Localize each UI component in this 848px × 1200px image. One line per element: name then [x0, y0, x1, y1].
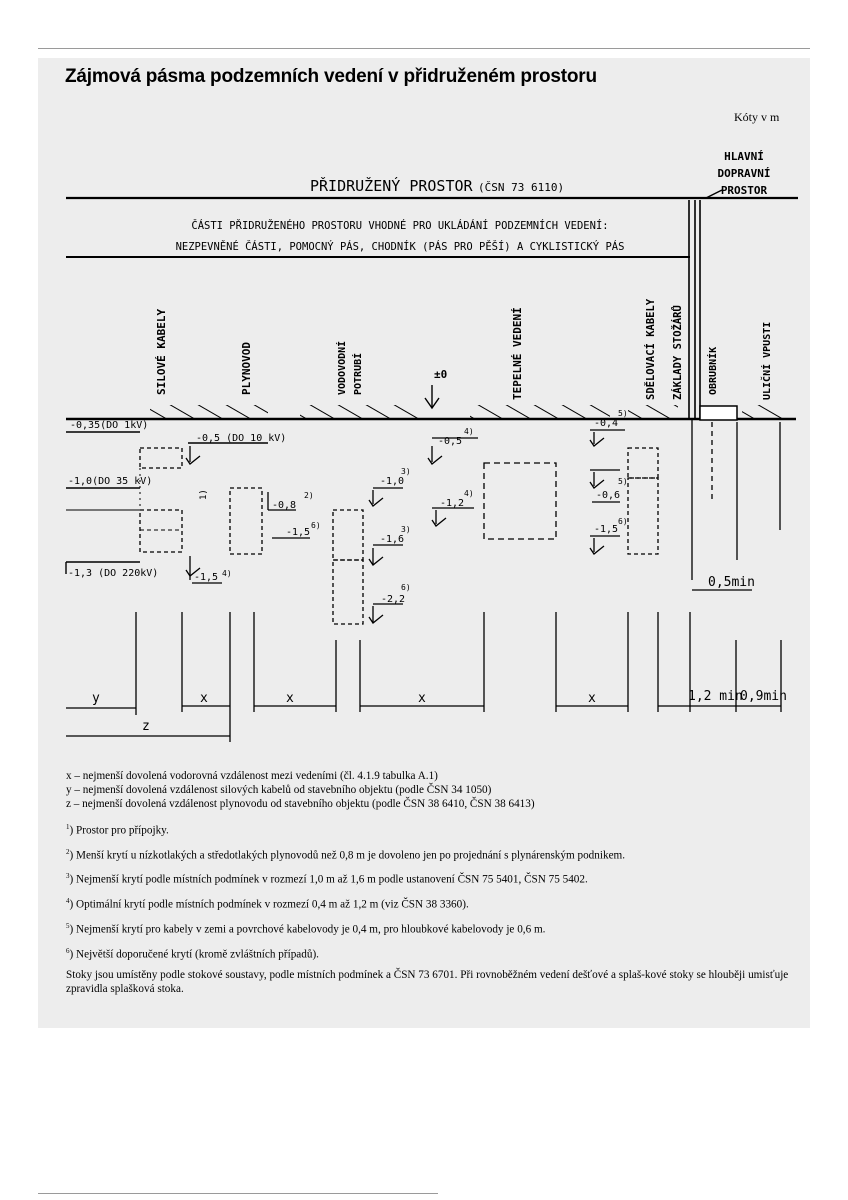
suitable-parts-line-1: ČÁSTI PŘIDRUŽENÉHO PROSTORU VHODNÉ PRO UKLÁDÁNÍ PODZEMNÍCH VEDENÍ: — [191, 220, 609, 232]
dim-zero-nine-min: 0,9min — [740, 689, 787, 704]
gas-sup-4: 4) — [222, 569, 232, 578]
footnote-2: $^2$) Menší krytí u nízkotlakých a středotlakých plynovodů než 0,8 m je dovoleno jen po projednání s plynárenským podnikem. — [66, 847, 626, 862]
legend-notes — [66, 769, 801, 1003]
water-sup-3a: 3) — [401, 467, 411, 476]
water-depth-3: -2,2 — [381, 594, 406, 605]
assoc-space-norm: (ČSN 73 6110) — [478, 181, 565, 194]
label-water-2: POTRUBÍ — [353, 352, 364, 395]
main-road-label-3: PROSTOR — [720, 184, 768, 197]
closing-note: Stoky jsou umístěny podle stokové soustavy, podle místních podmínek a ČSN 73 6701. Při rovnoběžném vedení dešťové a splaš-kové stoky se hlouběji umisťuje zpravidla splašková stoka. — [66, 969, 789, 996]
gas-zone — [230, 488, 262, 554]
units-label: Kóty v m — [734, 110, 780, 124]
heat-depth-2: -1,2 — [440, 498, 465, 509]
gas-sup-6: 6) — [311, 521, 321, 530]
dim-x-3: x — [418, 691, 426, 706]
water-zone-2 — [333, 560, 363, 624]
label-power-cables: SILOVÉ KABELY — [155, 308, 168, 395]
water-sup-6: 6) — [401, 583, 411, 592]
tel-depth-2: -0,6 — [596, 490, 621, 501]
tel-zone-2 — [628, 478, 658, 554]
tel-sup-6: 6) — [618, 517, 628, 526]
dim-x-1: x — [200, 691, 208, 706]
dim-half-min: 0,5min — [708, 575, 755, 590]
dim-one-two-min: 1,2 min — [688, 689, 743, 704]
main-road-label-1: HLAVNÍ — [724, 150, 764, 163]
gas-depth-4: -1,5 — [194, 572, 219, 583]
footnote-6: $^6$) Největší doporučené krytí (kromě zvláštních případů). — [66, 946, 319, 961]
power-depth-3: -1,3 (DO 220kV) — [68, 568, 159, 579]
power-zone-1 — [140, 448, 182, 468]
main-road-label-2: DOPRAVNÍ — [717, 167, 771, 180]
assoc-space-label: PŘIDRUŽENÝ PROSTOR — [310, 177, 473, 195]
tel-depth-3: -1,5 — [594, 524, 619, 535]
def-y: y – nejmenší dovolená vzdálenost silových kabelů od stavebního objektu (podle ČSN 34 1050) — [66, 784, 492, 796]
heat-sup-4a: 4) — [464, 427, 474, 436]
label-telecom: SDĚLOVACÍ KABELY — [645, 298, 657, 400]
label-poles: ZÁKLADY STOŽÁRŮ — [672, 305, 684, 400]
label-drains: ULIČNÍ VPUSTI — [762, 321, 773, 400]
power-depth-1: -0,35(DO 1kV) — [70, 420, 149, 431]
ground-hatch-d — [628, 405, 678, 419]
tel-sup-5a: 5) — [618, 409, 628, 418]
ground-hatch-b — [300, 405, 420, 419]
label-heat-line: TEPELNÉ VEDENÍ — [511, 307, 524, 400]
tel-depth-1: -0,4 — [594, 418, 619, 429]
tel-zone-1 — [628, 448, 658, 478]
dim-z: z — [142, 719, 150, 734]
ground-hatch-e — [742, 405, 784, 419]
gas-sup-1: 1) — [199, 489, 209, 500]
dim-x-4: x — [588, 691, 596, 706]
label-gas-pipe: PLYNOVOD — [240, 342, 253, 395]
footnote-1: $^1$) Prostor pro přípojky. — [66, 823, 169, 837]
footnote-4: $^4$) Optimální krytí podle místních podmínek v rozmezí 0,4 m až 1,2 m (viz ČSN 38 3360). — [66, 897, 469, 911]
water-depth-2: -1,6 — [380, 534, 405, 545]
footnote-5: $^5$) Nejmenší krytí pro kabely v zemi a povrchové kabelovody je 0,4 m, pro hloubkové kabelovody je 0,6 m. — [66, 921, 546, 936]
bottom-rule — [38, 1193, 438, 1194]
water-zone-1 — [333, 510, 363, 560]
dim-y: y — [92, 691, 100, 706]
tel-sup-5b: 5) — [618, 477, 628, 486]
def-z: z – nejmenší dovolená vzdálenost plynovodu od stavebního objektu (podle ČSN 38 6410, ČSN 38 6413) — [66, 798, 535, 810]
main-road-arrow — [706, 190, 722, 198]
label-kerb: OBRUBNÍK — [708, 346, 719, 395]
heat-sup-4b: 4) — [464, 489, 474, 498]
label-zero: ±0 — [434, 368, 448, 381]
def-x: x – nejmenší dovolená vodorovná vzdálenost mezi vedeními (čl. 4.1.9 tabulka A.1) — [66, 770, 438, 782]
kerb-block — [700, 406, 737, 420]
top-rule — [38, 48, 810, 49]
dim-x-2: x — [286, 691, 294, 706]
gas-depth-2: -0,8 — [272, 500, 297, 511]
suitable-parts-line-2: NEZPEVNĚNÉ ČÁSTI, POMOCNÝ PÁS, CHODNÍK (PÁS PRO PĚŠÍ) A CYKLISTICKÝ PÁS — [175, 241, 625, 253]
water-sup-3b: 3) — [401, 525, 411, 534]
ground-hatch-c — [470, 405, 610, 419]
heat-depth-1: -0,5 — [438, 436, 463, 447]
water-depth-1: -1,0 — [380, 476, 405, 487]
gas-depth-1: -0,5 (DO 10 kV) — [196, 433, 287, 444]
utility-zones-diagram — [38, 130, 810, 750]
gas-sup-2a: 2) — [304, 491, 314, 500]
power-zone-2 — [140, 510, 182, 552]
power-depth-2: -1,0(DO 35 kV) — [68, 476, 153, 487]
heat-zone — [484, 463, 556, 539]
ground-hatch-a — [150, 405, 268, 419]
footnote-3: $^3$) Nejmenší krytí podle místních podmínek v rozmezí 1,0 m až 1,6 m podle ustanovení ČSN 75 5401, ČSN 75 5402. — [66, 872, 588, 887]
gas-depth-3: -1,5 — [286, 527, 311, 538]
page-title: Zájmová pásma podzemních vedení v přidruženém prostoru — [65, 66, 597, 87]
label-water-1: VODOVODNÍ — [337, 340, 348, 395]
